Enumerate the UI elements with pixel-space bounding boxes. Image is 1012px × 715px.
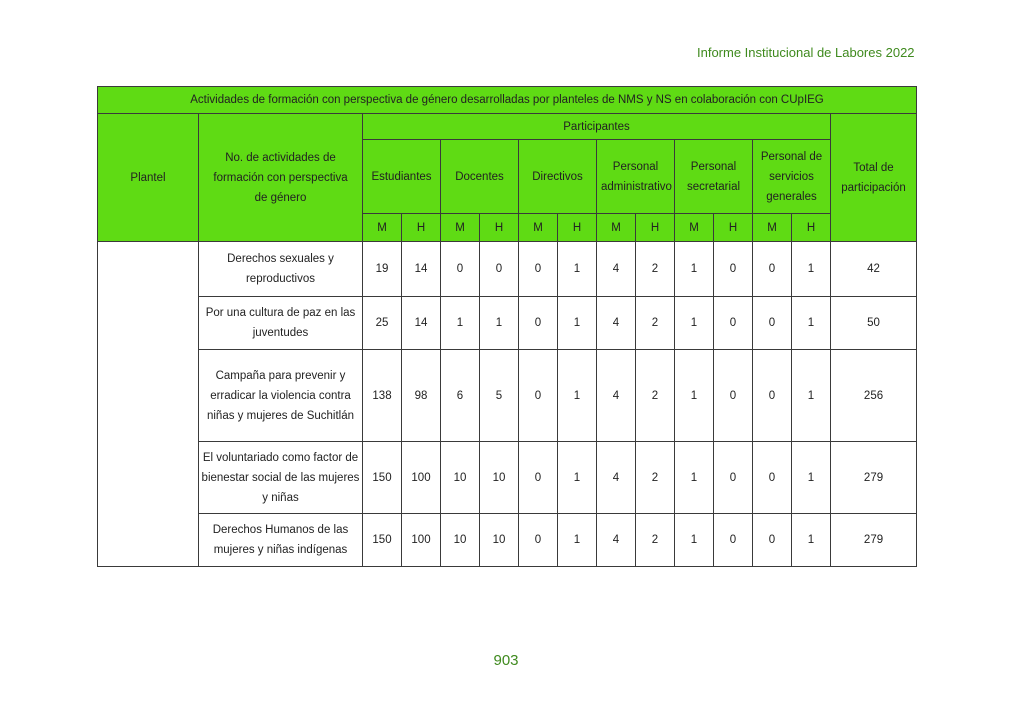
participant-count: 98 — [402, 350, 441, 442]
participant-count: 10 — [480, 514, 519, 567]
header-group-servicios: Personal de servicios generales — [753, 140, 831, 214]
report-title: Informe Institucional de Labores 2022 — [697, 45, 915, 60]
participant-count: 4 — [597, 514, 636, 567]
header-sub-h: H — [636, 214, 675, 242]
participant-count: 1 — [792, 242, 831, 297]
header-activity: No. de actividades de formación con perspectiva de género — [199, 114, 363, 242]
participant-count: 0 — [714, 350, 753, 442]
participant-count: 0 — [753, 514, 792, 567]
participant-count: 0 — [753, 242, 792, 297]
participant-count: 1 — [558, 242, 597, 297]
page-number: 903 — [493, 652, 519, 669]
participant-count: 10 — [441, 514, 480, 567]
total-participation: 42 — [831, 242, 917, 297]
header-sub-m: M — [441, 214, 480, 242]
header-group-directivos: Directivos — [519, 140, 597, 214]
participant-count: 1 — [558, 297, 597, 350]
participant-count: 1 — [480, 297, 519, 350]
participant-count: 19 — [363, 242, 402, 297]
participant-count: 1 — [675, 350, 714, 442]
participant-count: 0 — [753, 297, 792, 350]
participant-count: 25 — [363, 297, 402, 350]
participant-count: 4 — [597, 350, 636, 442]
participant-count: 2 — [636, 514, 675, 567]
participant-count: 1 — [675, 442, 714, 514]
participant-count: 10 — [441, 442, 480, 514]
participant-count: 1 — [558, 442, 597, 514]
header-sub-m: M — [675, 214, 714, 242]
participant-count: 1 — [792, 442, 831, 514]
header-participants: Participantes — [363, 114, 831, 140]
header-sub-h: H — [480, 214, 519, 242]
participant-count: 0 — [519, 242, 558, 297]
participant-count: 0 — [714, 442, 753, 514]
table-row — [98, 350, 917, 442]
table-row — [98, 514, 917, 567]
table-title: Actividades de formación con perspectiva de género desarrolladas por planteles de NMS y NS en colaboración con CUpIEG — [98, 87, 917, 114]
participant-count: 1 — [675, 514, 714, 567]
header-sub-h: H — [558, 214, 597, 242]
participant-count: 0 — [519, 442, 558, 514]
participant-count: 0 — [714, 242, 753, 297]
participant-count: 0 — [753, 442, 792, 514]
participant-count: 2 — [636, 242, 675, 297]
header-group-estudiantes: Estudiantes — [363, 140, 441, 214]
participant-count: 0 — [753, 350, 792, 442]
header-group-docentes: Docentes — [441, 140, 519, 214]
participant-count: 1 — [792, 350, 831, 442]
header-sub-h: H — [714, 214, 753, 242]
total-participation: 279 — [831, 514, 917, 567]
participant-count: 2 — [636, 350, 675, 442]
participant-count: 6 — [441, 350, 480, 442]
participant-count: 0 — [714, 297, 753, 350]
header-sub-h: H — [792, 214, 831, 242]
participant-count: 4 — [597, 242, 636, 297]
participant-count: 4 — [597, 442, 636, 514]
participant-count: 0 — [714, 514, 753, 567]
header-plantel: Plantel — [98, 114, 199, 242]
participant-count: 1 — [441, 297, 480, 350]
participant-count: 100 — [402, 442, 441, 514]
header-sub-m: M — [753, 214, 792, 242]
activity-name: Campaña para prevenir y erradicar la violencia contra niñas y mujeres de Suchitlán — [199, 350, 363, 442]
participant-count: 0 — [441, 242, 480, 297]
participant-count: 2 — [636, 297, 675, 350]
table-row — [98, 242, 917, 297]
participant-count: 0 — [519, 514, 558, 567]
activity-name: Derechos Humanos de las mujeres y niñas indígenas — [199, 514, 363, 567]
header-group-administrativo: Personal administrativo — [597, 140, 675, 214]
plantel-cell — [98, 242, 199, 567]
header-sub-h: H — [402, 214, 441, 242]
header-sub-m: M — [363, 214, 402, 242]
table-row — [98, 442, 917, 514]
total-participation: 256 — [831, 350, 917, 442]
participant-count: 150 — [363, 514, 402, 567]
header-sub-m: M — [597, 214, 636, 242]
participant-count: 2 — [636, 442, 675, 514]
participant-count: 100 — [402, 514, 441, 567]
header-group-secretarial: Personal secretarial — [675, 140, 753, 214]
participant-count: 0 — [519, 297, 558, 350]
activity-name: El voluntariado como factor de bienestar social de las mujeres y niñas — [199, 442, 363, 514]
activities-table — [97, 86, 917, 567]
participant-count: 5 — [480, 350, 519, 442]
participant-count: 1 — [792, 297, 831, 350]
participant-count: 14 — [402, 242, 441, 297]
total-participation: 50 — [831, 297, 917, 350]
table-row — [98, 297, 917, 350]
participant-count: 1 — [558, 350, 597, 442]
participant-count: 1 — [558, 514, 597, 567]
participant-count: 138 — [363, 350, 402, 442]
participant-count: 150 — [363, 442, 402, 514]
participant-count: 0 — [480, 242, 519, 297]
participant-count: 1 — [792, 514, 831, 567]
participant-count: 10 — [480, 442, 519, 514]
total-participation: 279 — [831, 442, 917, 514]
activity-name: Por una cultura de paz en las juventudes — [199, 297, 363, 350]
participant-count: 14 — [402, 297, 441, 350]
activity-name: Derechos sexuales y reproductivos — [199, 242, 363, 297]
header-total: Total de participación — [831, 114, 917, 242]
participant-count: 1 — [675, 297, 714, 350]
header-sub-m: M — [519, 214, 558, 242]
participant-count: 0 — [519, 350, 558, 442]
participant-count: 4 — [597, 297, 636, 350]
participant-count: 1 — [675, 242, 714, 297]
